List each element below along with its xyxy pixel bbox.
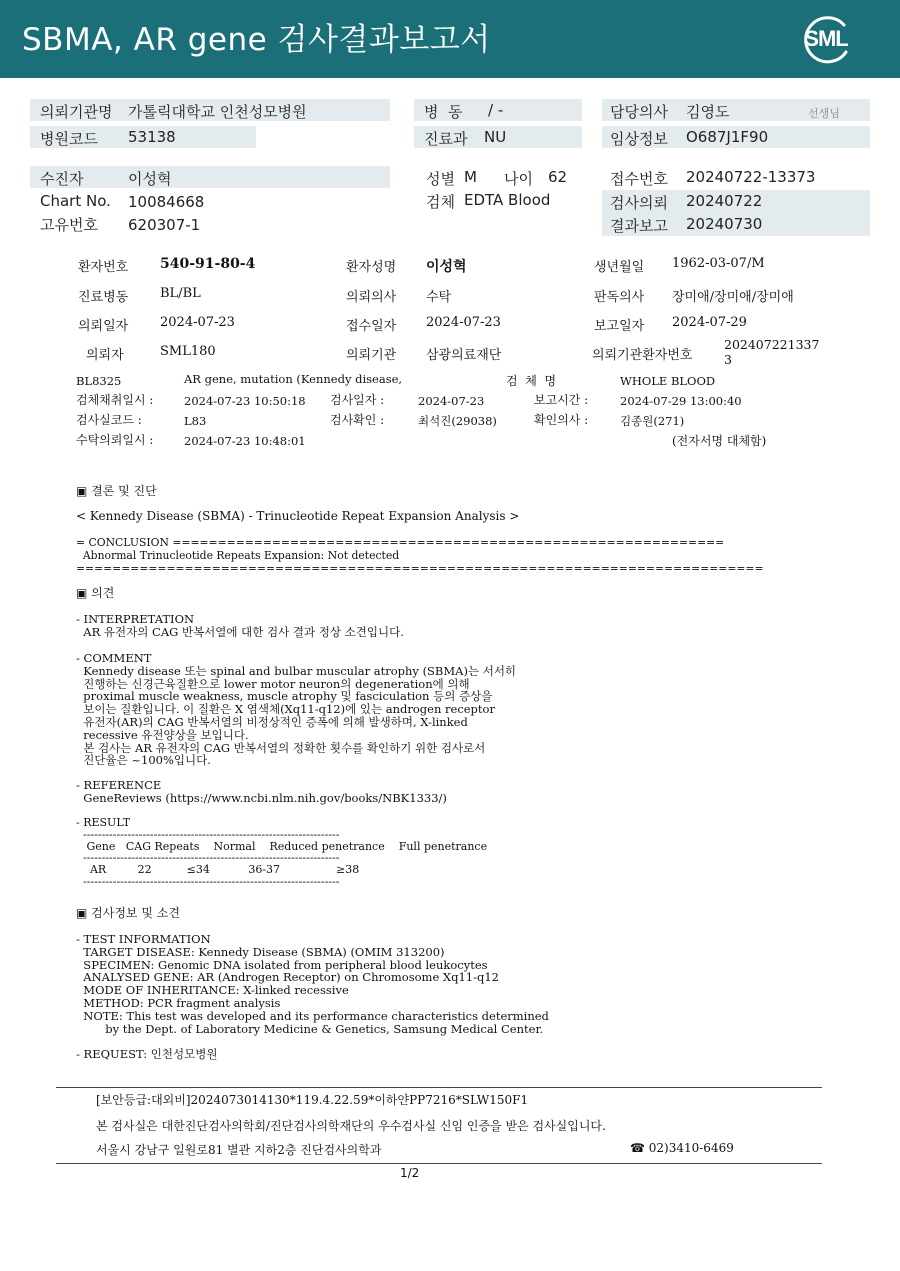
grid-patient-name-value: 이성혁 bbox=[426, 259, 467, 275]
footer-bottom-rule bbox=[56, 1163, 822, 1164]
consign-label: 수탁의뢰일시 : bbox=[76, 433, 154, 447]
grid-patient-no-value: 540-91-80-4 bbox=[160, 256, 256, 272]
meta-specimen-label: 검 체 명 bbox=[506, 374, 557, 388]
grid-req-date-value: 2024-07-23 bbox=[160, 315, 235, 330]
report-date-label: 결과보고 bbox=[610, 217, 668, 235]
doctor-value: 김영도 bbox=[686, 103, 730, 121]
request-org-label: 의뢰기관명 bbox=[40, 103, 113, 121]
collect-value: 2024-07-23 10:50:18 bbox=[184, 394, 306, 408]
dept-label: 진료과 bbox=[424, 130, 468, 148]
confirm-doctor-value: 김종원(271) bbox=[620, 414, 685, 428]
grid-org-patient-no-value: 202407221337 bbox=[724, 337, 820, 352]
doctor-suffix: 선생님 bbox=[808, 107, 840, 120]
grid-rcv-date-label: 접수일자 bbox=[346, 319, 397, 334]
test-date-label: 검사일자 : bbox=[330, 393, 385, 407]
address-line: 서울시 강남구 일원로81 별관 지하2층 진단검사의학과 bbox=[96, 1143, 382, 1157]
patient-box bbox=[30, 166, 390, 188]
grid-ref-doctor-label: 의뢰의사 bbox=[346, 290, 397, 305]
consign-value: 2024-07-23 10:48:01 bbox=[184, 434, 306, 448]
conclusion-block: = CONCLUSION ============================================================= Abnormal Trinucleotide Repeats Expansion: Not detected ============================================================================ bbox=[76, 536, 764, 575]
esign-note: (전자서명 대체함) bbox=[672, 434, 767, 448]
chart-value: 10084668 bbox=[128, 193, 205, 211]
page-number: 1/2 bbox=[400, 1166, 420, 1180]
grid-req-org-label: 의뢰기관 bbox=[346, 348, 397, 363]
sml-logo-text: SML bbox=[804, 26, 848, 51]
grid-requester-label: 의뢰자 bbox=[86, 348, 124, 363]
grid-org-patient-no-label: 의뢰기관환자번호 bbox=[592, 348, 693, 363]
sex-value: M bbox=[464, 168, 477, 186]
req-date-value: 20240722 bbox=[686, 192, 763, 210]
collect-label: 검체채취일시 : bbox=[76, 393, 154, 407]
sex-label: 성별 bbox=[426, 170, 455, 188]
interpretation-block: - INTERPRETATION AR 유전자의 CAG 반복서열에 대한 검사 결과 정상 소견입니다. bbox=[76, 612, 404, 639]
grid-birth-label: 생년월일 bbox=[594, 260, 645, 275]
uid-value: 620307-1 bbox=[128, 216, 201, 234]
test-info-block: - TEST INFORMATION TARGET DISEASE: Kennedy Disease (SBMA) (OMIM 313200) SPECIMEN: Genomic DNA isolated from peripheral blood leukocytes ANALYSED GENE: AR (Androgen Receptor) on Chromosome Xq11-q12 MODE OF INHERITANCE: X-linked recessive METHOD: PCR fragment analysis NOTE: This test was developed and its performance characteristics determined by the Dept. of Laboratory Medicine & Genetics, Samsung Medical Center. bbox=[76, 932, 549, 1036]
grid-req-date-label: 의뢰일자 bbox=[78, 319, 129, 334]
doctor-label: 담당의사 bbox=[610, 103, 668, 121]
grid-ref-doctor-value: 수탁 bbox=[426, 290, 452, 305]
grid-reader-value: 장미애/장미애/장미애 bbox=[672, 290, 794, 305]
hospital-code-label: 병원코드 bbox=[40, 130, 98, 148]
patient-value: 이성혁 bbox=[128, 170, 172, 188]
hospital-code-value: 53138 bbox=[128, 128, 176, 146]
lab-code-value: L83 bbox=[184, 414, 207, 428]
clinical-label: 임상정보 bbox=[610, 130, 668, 148]
patient-label: 수진자 bbox=[40, 170, 84, 188]
receipt-value: 20240722-13373 bbox=[686, 168, 816, 186]
clinical-value: O687J1F90 bbox=[686, 128, 769, 146]
age-label: 나이 bbox=[504, 170, 533, 188]
grid-ward-value: BL/BL bbox=[160, 286, 201, 301]
footer-top-rule bbox=[56, 1087, 822, 1088]
reference-block: - REFERENCE GeneReviews (https://www.ncbi.nlm.nih.gov/books/NBK1333/) bbox=[76, 778, 447, 805]
grid-req-org-value: 삼광의료재단 bbox=[426, 348, 502, 363]
grid-rep-date-label: 보고일자 bbox=[594, 319, 645, 334]
result-table: - RESULT --------------------------------------------------------------------- Gene CAG Repeats Normal Reduced penetrance Full penetrance --------------------------------------------------------------------- AR 22 ≤34 36-37 ≥38 --------------------------------------------------------------------- bbox=[76, 816, 488, 888]
age-value: 62 bbox=[548, 168, 568, 186]
grid-org-patient-no-tail: 3 bbox=[724, 352, 732, 367]
confirm-label: 검사확인 : bbox=[330, 413, 385, 427]
grid-rep-date-value: 2024-07-29 bbox=[672, 315, 747, 330]
test-date-value: 2024-07-23 bbox=[418, 394, 485, 408]
specimen-label: 검체 bbox=[426, 193, 455, 211]
request-org-value: 가톨릭대학교 인천성모병원 bbox=[128, 103, 307, 121]
grid-requester-value: SML180 bbox=[160, 344, 216, 359]
lab-code-label: 검사실코드 : bbox=[76, 413, 142, 427]
receipt-label: 접수번호 bbox=[610, 170, 668, 188]
security-line: [보안등급:대외비]2024073014130*119.4.22.59*이하얀PP7216*SLW150F1 bbox=[96, 1093, 529, 1107]
ward-label: 병 동 bbox=[424, 103, 463, 121]
request-block: - REQUEST: 인천성모병원 bbox=[76, 1047, 218, 1061]
specimen-value: EDTA Blood bbox=[464, 191, 551, 209]
test-code: BL8325 bbox=[76, 374, 122, 388]
grid-birth-value: 1962-03-07/M bbox=[672, 256, 765, 271]
uid-label: 고유번호 bbox=[40, 216, 98, 234]
test-name: AR gene, mutation (Kennedy disease, bbox=[184, 372, 403, 386]
chart-label: Chart No. bbox=[40, 192, 111, 210]
confirm-value: 최석진(29038) bbox=[418, 414, 497, 428]
report-header bbox=[0, 0, 900, 78]
comment-block: - COMMENT Kennedy disease 또는 spinal and bulbar muscular atrophy (SBMA)는 서서히 진행하는 신경근육질환으로 lower motor neuron의 degeneration에 의해 proximal muscle weakness, muscle atrophy 및 fasciculation 등의 증상을 보이는 질환입니다. 이 질환은 X 염색체(Xq11-q12)에 있는 androgen receptor 유전자(AR)의 CAG 반복서열의 비정상적인 증폭에 의해 발생하며, X-linked recessive 유전양상을 보입니다. 본 검사는 AR 유전자의 CAG 반복서열의 정확한 횟수를 확인하기 위한 검사로서 진단율은 ~100%입니다. bbox=[76, 651, 517, 768]
report-title: SBMA, AR gene 검사결과보고서 bbox=[22, 22, 491, 58]
req-date-label: 검사의뢰 bbox=[610, 194, 668, 212]
grid-ward-label: 진료병동 bbox=[78, 290, 129, 305]
section-opinion-heading: ▣ 의견 bbox=[76, 586, 115, 600]
grid-reader-label: 판독의사 bbox=[594, 290, 645, 305]
grid-patient-name-label: 환자성명 bbox=[346, 260, 397, 275]
confirm-doctor-label: 확인의사 : bbox=[534, 413, 589, 427]
phone-line: ☎ 02)3410-6469 bbox=[630, 1141, 734, 1155]
section-testinfo-heading: ▣ 검사정보 및 소견 bbox=[76, 906, 180, 920]
report-date-value: 20240730 bbox=[686, 215, 763, 233]
section-conclusion-heading: ▣ 결론 및 진단 bbox=[76, 484, 157, 498]
dept-value: NU bbox=[484, 128, 507, 146]
meta-specimen-value: WHOLE BLOOD bbox=[620, 374, 716, 388]
report-time-value: 2024-07-29 13:00:40 bbox=[620, 394, 742, 408]
cert-line: 본 검사실은 대한진단검사의학회/진단검사의학재단의 우수검사실 신임 인증을 받은 검사실입니다. bbox=[96, 1119, 606, 1133]
grid-patient-no-label: 환자번호 bbox=[78, 260, 129, 275]
analysis-title: < Kennedy Disease (SBMA) - Trinucleotide Repeat Expansion Analysis > bbox=[76, 509, 520, 523]
grid-rcv-date-value: 2024-07-23 bbox=[426, 315, 501, 330]
ward-value: / - bbox=[488, 101, 504, 119]
report-time-label: 보고시간 : bbox=[534, 393, 589, 407]
